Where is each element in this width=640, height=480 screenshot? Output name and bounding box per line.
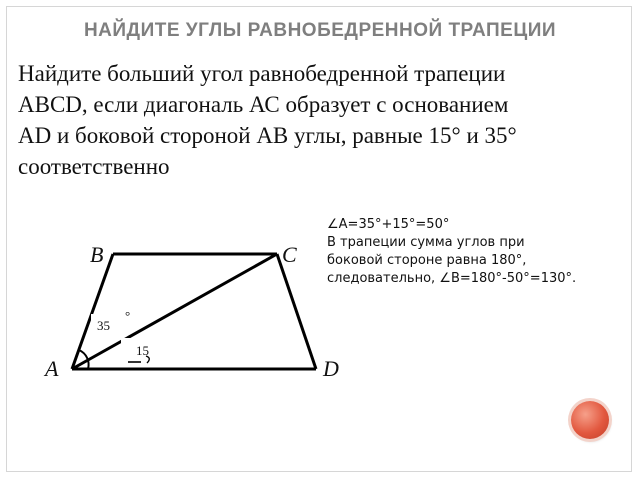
side-ab	[72, 254, 113, 369]
vertex-label-d: D	[323, 356, 339, 381]
angle-arc-a	[79, 350, 89, 369]
diagonal-ac	[72, 254, 277, 369]
solution-line-2: В трапеции сумма углов при	[327, 235, 525, 250]
solution-text	[327, 216, 639, 288]
side-cd	[277, 254, 316, 369]
angle-label-15: 15	[136, 343, 149, 358]
problem-line-3: AD и боковой стороной AB углы, равные 15° и 35°	[18, 123, 517, 148]
problem-line-4: соответственно	[18, 154, 170, 179]
solution-line-4: следовательно, ∠B=180°-50°=130°.	[327, 271, 577, 286]
problem-line-2: ABCD, если диагональ АС образует с основанием	[18, 92, 509, 117]
problem-line-1: Найдите больший угол равнобедренной трапеции	[18, 61, 506, 86]
degree-mark: °	[125, 308, 131, 323]
vertex-label-c: C	[282, 242, 297, 267]
slide-title: НАЙДИТЕ УГЛЫ РАВНОБЕДРЕННОЙ ТРАПЕЦИИ	[83, 20, 557, 41]
solution-line-3: боковой стороне равна 180°,	[327, 253, 527, 268]
solution-line-1: ∠A=35°+15°=50°	[327, 217, 450, 232]
angle-label-35: 35	[97, 318, 110, 333]
next-slide-button[interactable]	[571, 401, 609, 439]
vertex-label-b: B	[90, 242, 104, 267]
vertex-label-a: A	[45, 356, 59, 381]
